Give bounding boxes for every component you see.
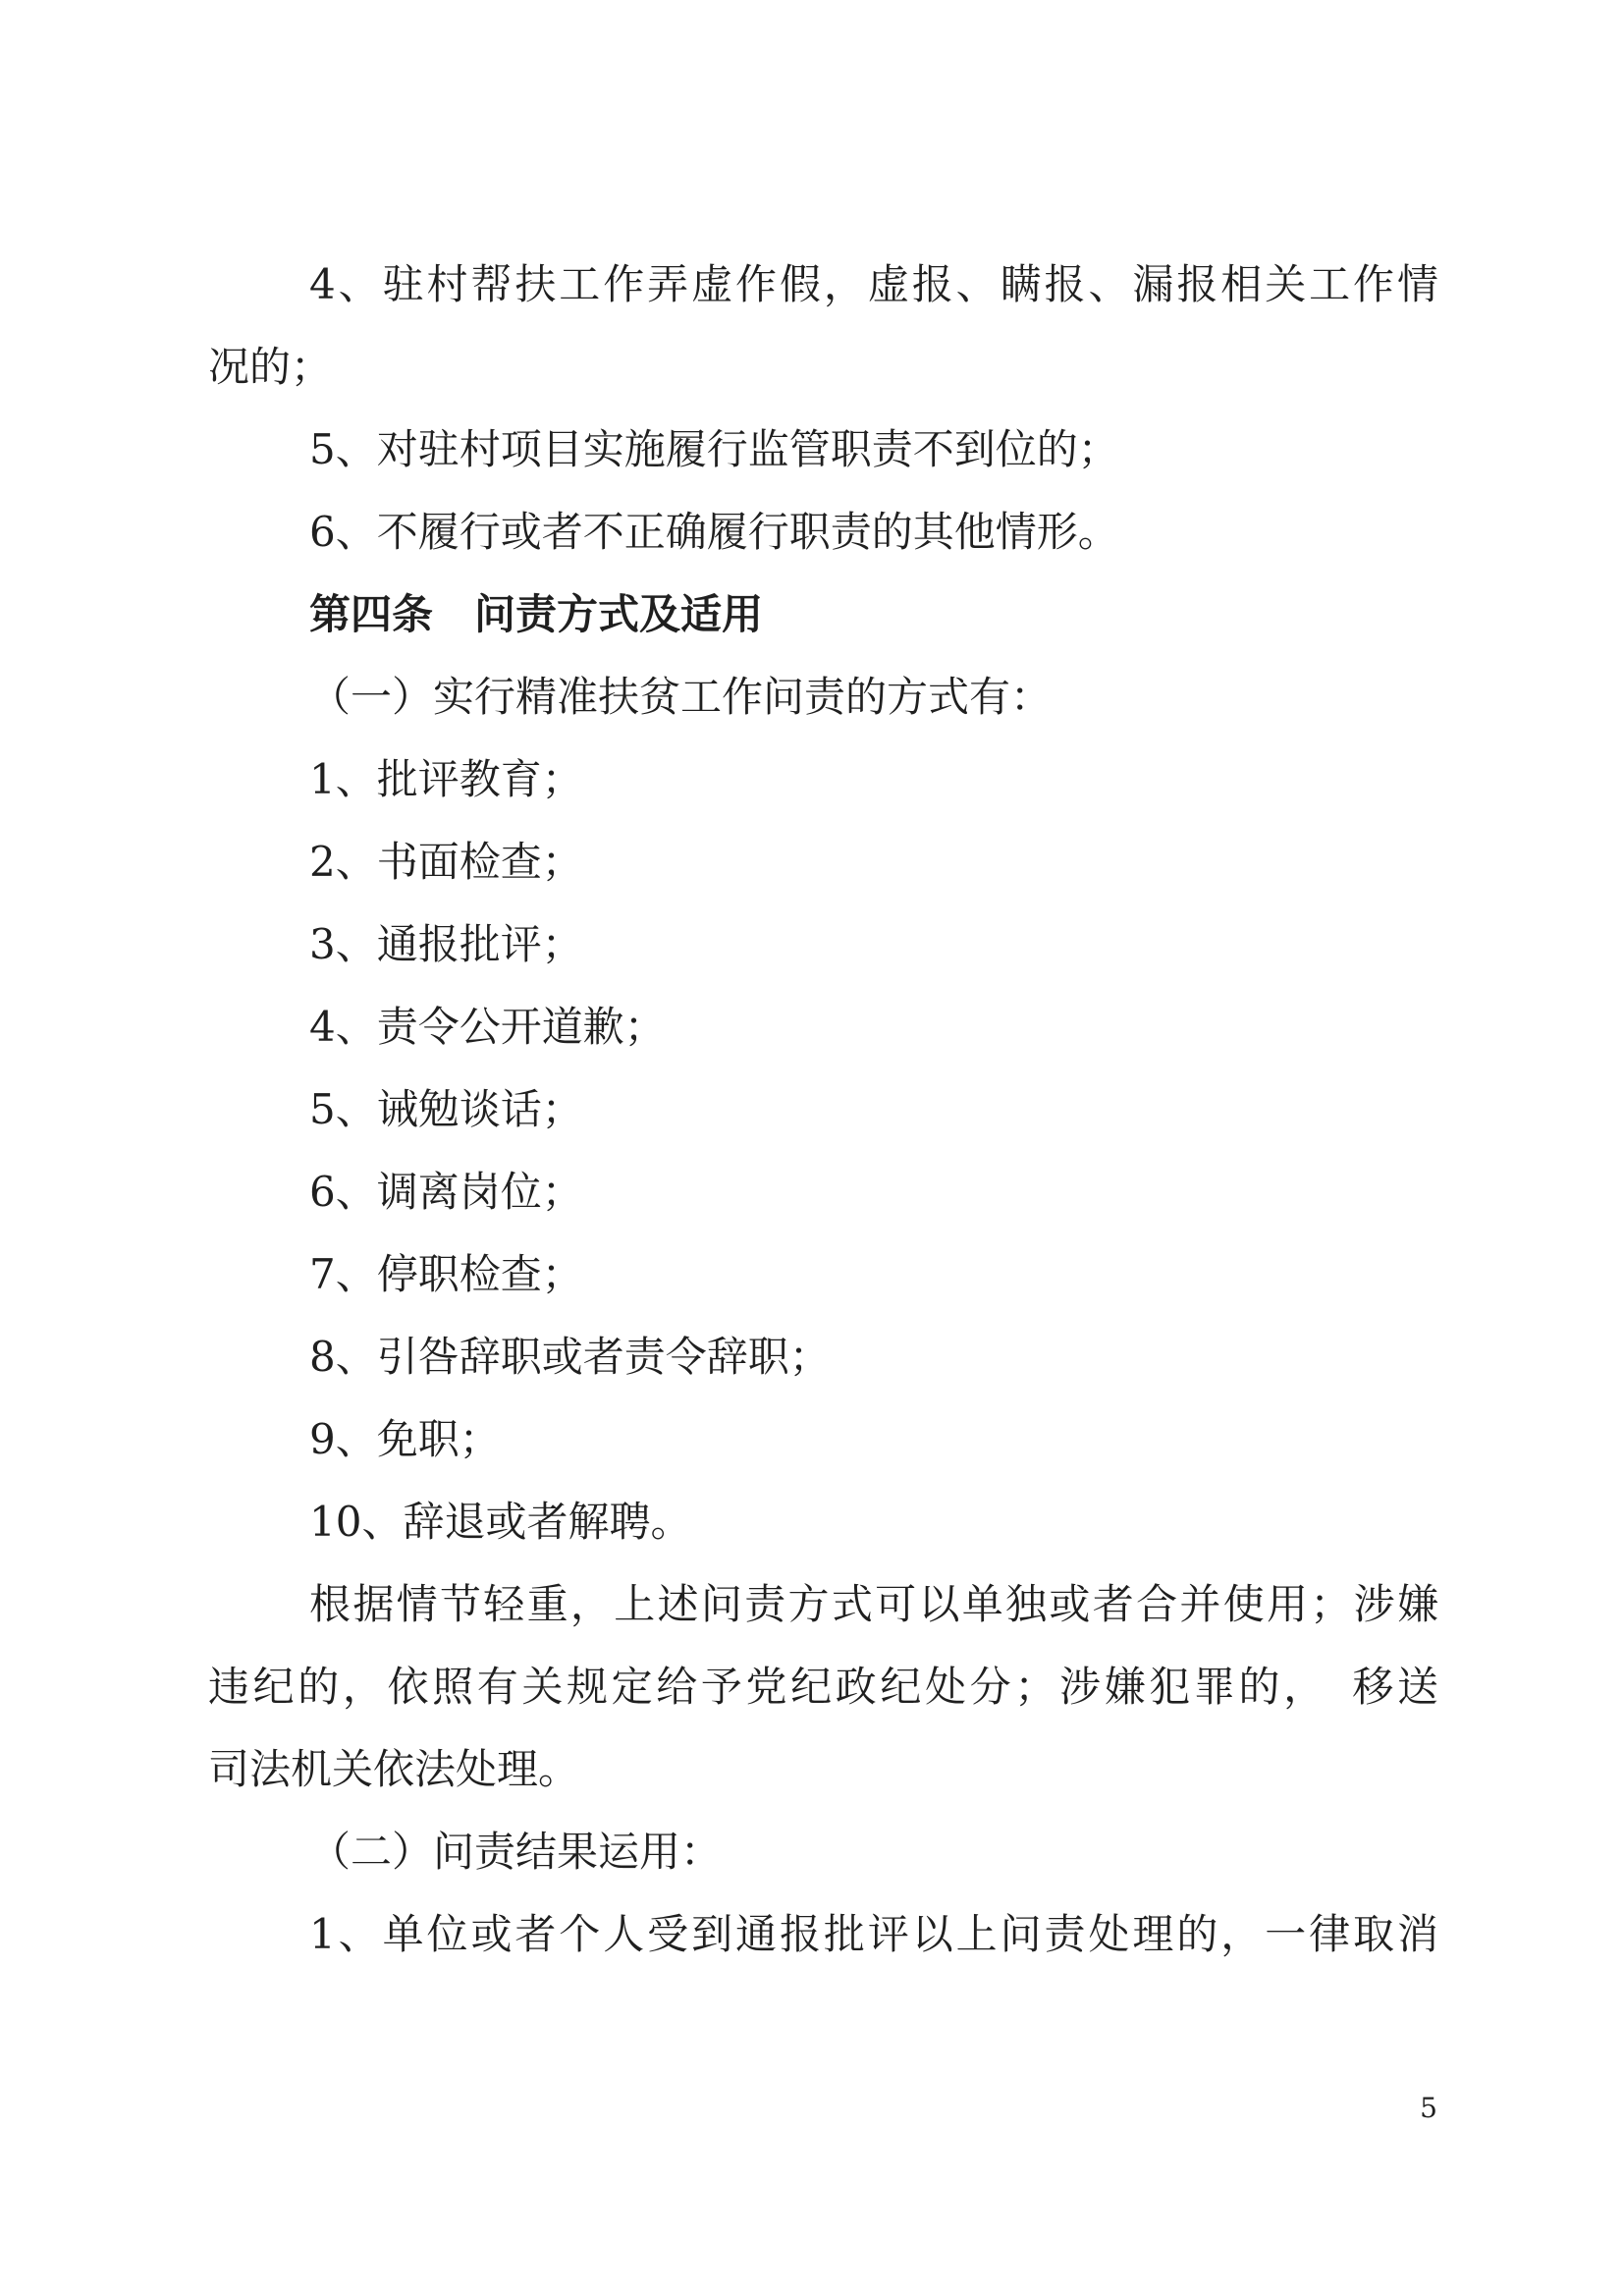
text-line: 司法机关依法处理。 [208,1745,580,1793]
list-item: 2、书面检查； [309,838,583,886]
page-number: 5 [1420,2092,1437,2124]
list-item: 6、调离岗位； [309,1168,583,1216]
list-item: 3、通报批评； [309,920,583,968]
list-item: 9、免职； [309,1415,501,1463]
list-item: 5、诫勉谈话； [309,1085,583,1133]
list-item: 4、责令公开道歉； [309,1003,666,1051]
section-heading: 第四条 问责方式及适用 [309,590,764,638]
text-line: 1、单位或者个人受到通报批评以上问责处理的，一律取消 [309,1910,1438,1958]
text-line: 5、对驻村项目实施履行监管职责不到位的； [309,425,1119,473]
text-line: 4、驻村帮扶工作弄虚作假，虚报、瞒报、漏报相关工作情 [309,260,1438,308]
list-item: 7、停职检查； [309,1250,583,1298]
text-line: （一）实行精准扶贫工作问责的方式有： [309,673,1053,721]
list-item: 10、辞退或者解聘。 [309,1498,692,1546]
text-line: 违纪的，依照有关规定给予党纪政纪处分；涉嫌犯罪的， 移送 [208,1663,1438,1711]
text-line: 6、不履行或者不正确履行职责的其他情形。 [309,508,1119,556]
text-line: 根据情节轻重，上述问责方式可以单独或者合并使用；涉嫌 [309,1580,1438,1628]
list-item: 1、批评教育； [309,755,583,803]
list-item: 8、引咎辞职或者责令辞职； [309,1333,831,1381]
text-line: （二）问责结果运用： [309,1828,723,1876]
text-line: 况的； [208,343,333,391]
